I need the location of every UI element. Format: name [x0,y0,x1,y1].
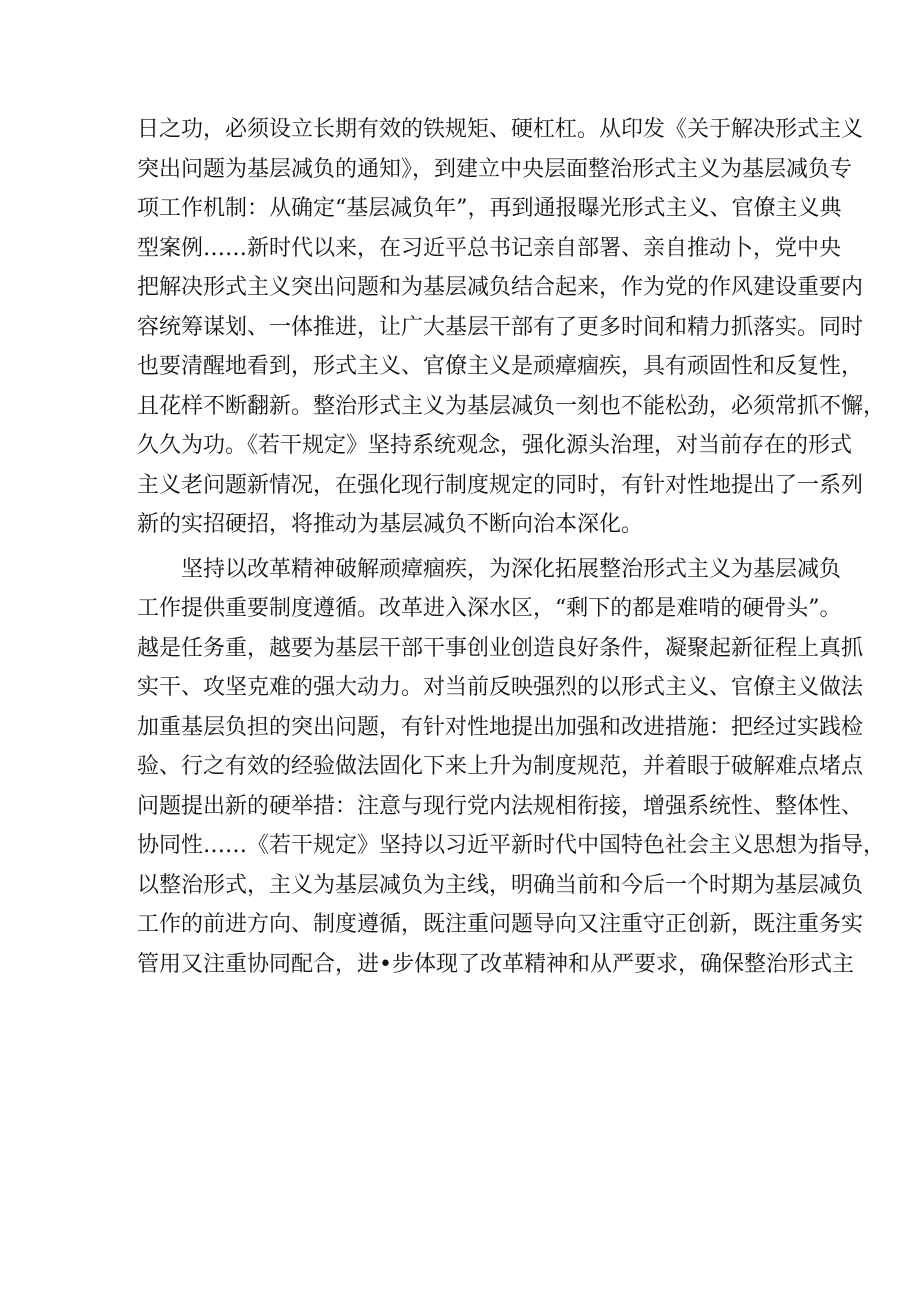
document-body [137,110,886,984]
paragraph-line: 项工作机制：从确定“基层减负年”，再到通报曝光形式主义、官僚主义典 [137,196,842,221]
paragraph-line: 把解决形式主义突出问题和为基层减负结合起来，作为党的作风建设重要内 [137,275,864,300]
paragraph-line: 日之功，必须设立长期有效的铁规矩、硬杠杠。从印发《关于解决形式主义 [137,117,864,142]
paragraph-first-line: 坚持以改革精神破解顽瘴痼疾，为深化拓展整治形式主义为基层减负 [181,556,842,582]
paragraph-line: 管用又注重协同配合，进•步体现了改革精神和从严要求，确保整治形式主 [137,951,854,977]
paragraph-line: 容统筹谋划、一体推进，让广大基层干部有了更多时间和精力抓落实。同时 [137,314,864,340]
paragraph-line: 问题提出新的硬举措：注意与现行党内法规相衔接，增强系统性、整体性、 [137,793,864,819]
paragraph-line: 主义老问题新情况，在强化现行制度规定的同时，有针对性地提出了一系列 [137,472,864,498]
paragraph-line: 突出问题为基层减负的通知》，到建立中央层面整治形式主义为基层减负专 [137,156,853,182]
paragraph-2 [137,550,886,985]
paragraph-line: 久久为功。《若干规定》坚持系统观念，强化源头治理，对当前存在的形式 [137,433,853,458]
paragraph-line: 以整治形式，主义为基层减负为主线，明确当前和今后一个时期为基层减负 [137,872,864,898]
paragraph-line: 工作的前进方向、制度遵循，既注重问题导向又注重守正创新，既注重务实 [137,912,864,937]
paragraph-line: 协同性……《若干规定》坚持以习近平新时代中国特色社会主义思想为指导， [137,833,886,858]
paragraph-line: 验、行之有效的经验做法固化下来上升为制度规范，并着眼于破解难点堵点 [137,754,864,779]
paragraph-1 [137,110,886,545]
paragraph-line: 且花样不断翻新。整治形式主义为基层减负一刻也不能松劲，必须常抓不懈， [137,393,886,419]
paragraph-line: 型案例……新时代以来，在习近平总书记亲自部署、亲自推动卜，党中央 [137,235,842,261]
paragraph-line: 越是任务重，越要为基层干部干事创业创造良好条件，凝聚起新征程上真抓 [137,635,864,661]
paragraph-line: 新的实招硬招，将推动为基层减负不断向治本深化。 [137,512,644,537]
paragraph-line: 实干、攻坚克难的强大动力。对当前反映强烈的以形式主义、官僚主义做法 [137,675,864,700]
paragraph-line: 也要清醒地看到，形式主义、官僚主义是顽瘴痼疾，具有顽固性和反复性， [137,354,864,379]
paragraph-line: 加重基层负担的突出问题，有针对性地提出加强和改进措施：把经过实践检 [137,714,864,740]
paragraph-line: 工作提供重要制度遵循。改革进入深水区，“剩下的都是难啃的硬骨头”。 [137,596,842,621]
